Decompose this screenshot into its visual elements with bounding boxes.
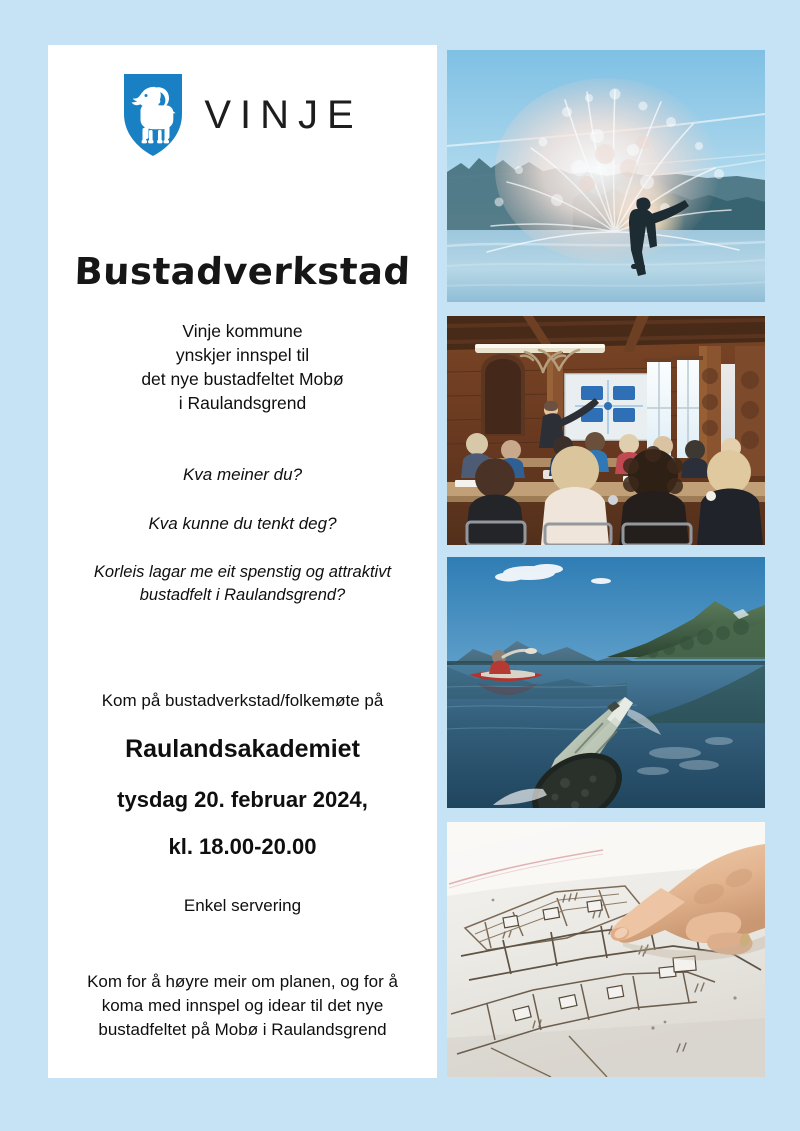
question-1: Kva meiner du? [182, 465, 303, 484]
ram-emblem-icon [122, 72, 184, 158]
photo-kayaking [447, 557, 765, 808]
intro-line-4: i Raulandsgrend [178, 393, 307, 413]
photo-site-plan [447, 822, 765, 1077]
photo-public-meeting [447, 316, 765, 545]
intro-line-2: ynskjer innspel til [175, 345, 310, 365]
page-title: Bustadverkstad [73, 250, 412, 293]
closing-paragraph [48, 970, 437, 1042]
vinje-logo [48, 65, 437, 165]
question-3-line-2: bustadfelt i Raulandsgrend? [139, 586, 346, 604]
question-2: Kva kunne du tenkt deg? [148, 514, 337, 533]
event-details [48, 690, 437, 860]
intro-block [48, 319, 437, 415]
event-lead-text: Kom på bustadverkstad/folkemøte på [101, 691, 384, 710]
questions-block [48, 463, 437, 607]
event-date: tysdag 20. februar 2024, [117, 787, 368, 812]
intro-line-1: Vinje kommune [182, 321, 303, 341]
intro-line-3: det nye bustadfeltet Mobø [141, 369, 344, 389]
closing-line-3: bustadfeltet på Mobø i Raulandsgrend [98, 1020, 387, 1039]
question-3 [48, 561, 437, 607]
closing-line-1: Kom for å høyre meir om planen, og for å [87, 972, 398, 991]
poster-text-card [48, 45, 437, 1078]
event-venue: Raulandsakademiet [125, 735, 360, 763]
photo-ice-throw [447, 50, 765, 302]
event-time: kl. 18.00-20.00 [168, 834, 317, 859]
serving-note: Enkel servering [183, 896, 302, 915]
closing-line-2: koma med innspel og idear til det nye [101, 996, 384, 1015]
question-3-line-1: Korleis lagar me eit spenstig og attraktivt [93, 563, 392, 581]
vinje-wordmark: VINJE [204, 93, 363, 137]
